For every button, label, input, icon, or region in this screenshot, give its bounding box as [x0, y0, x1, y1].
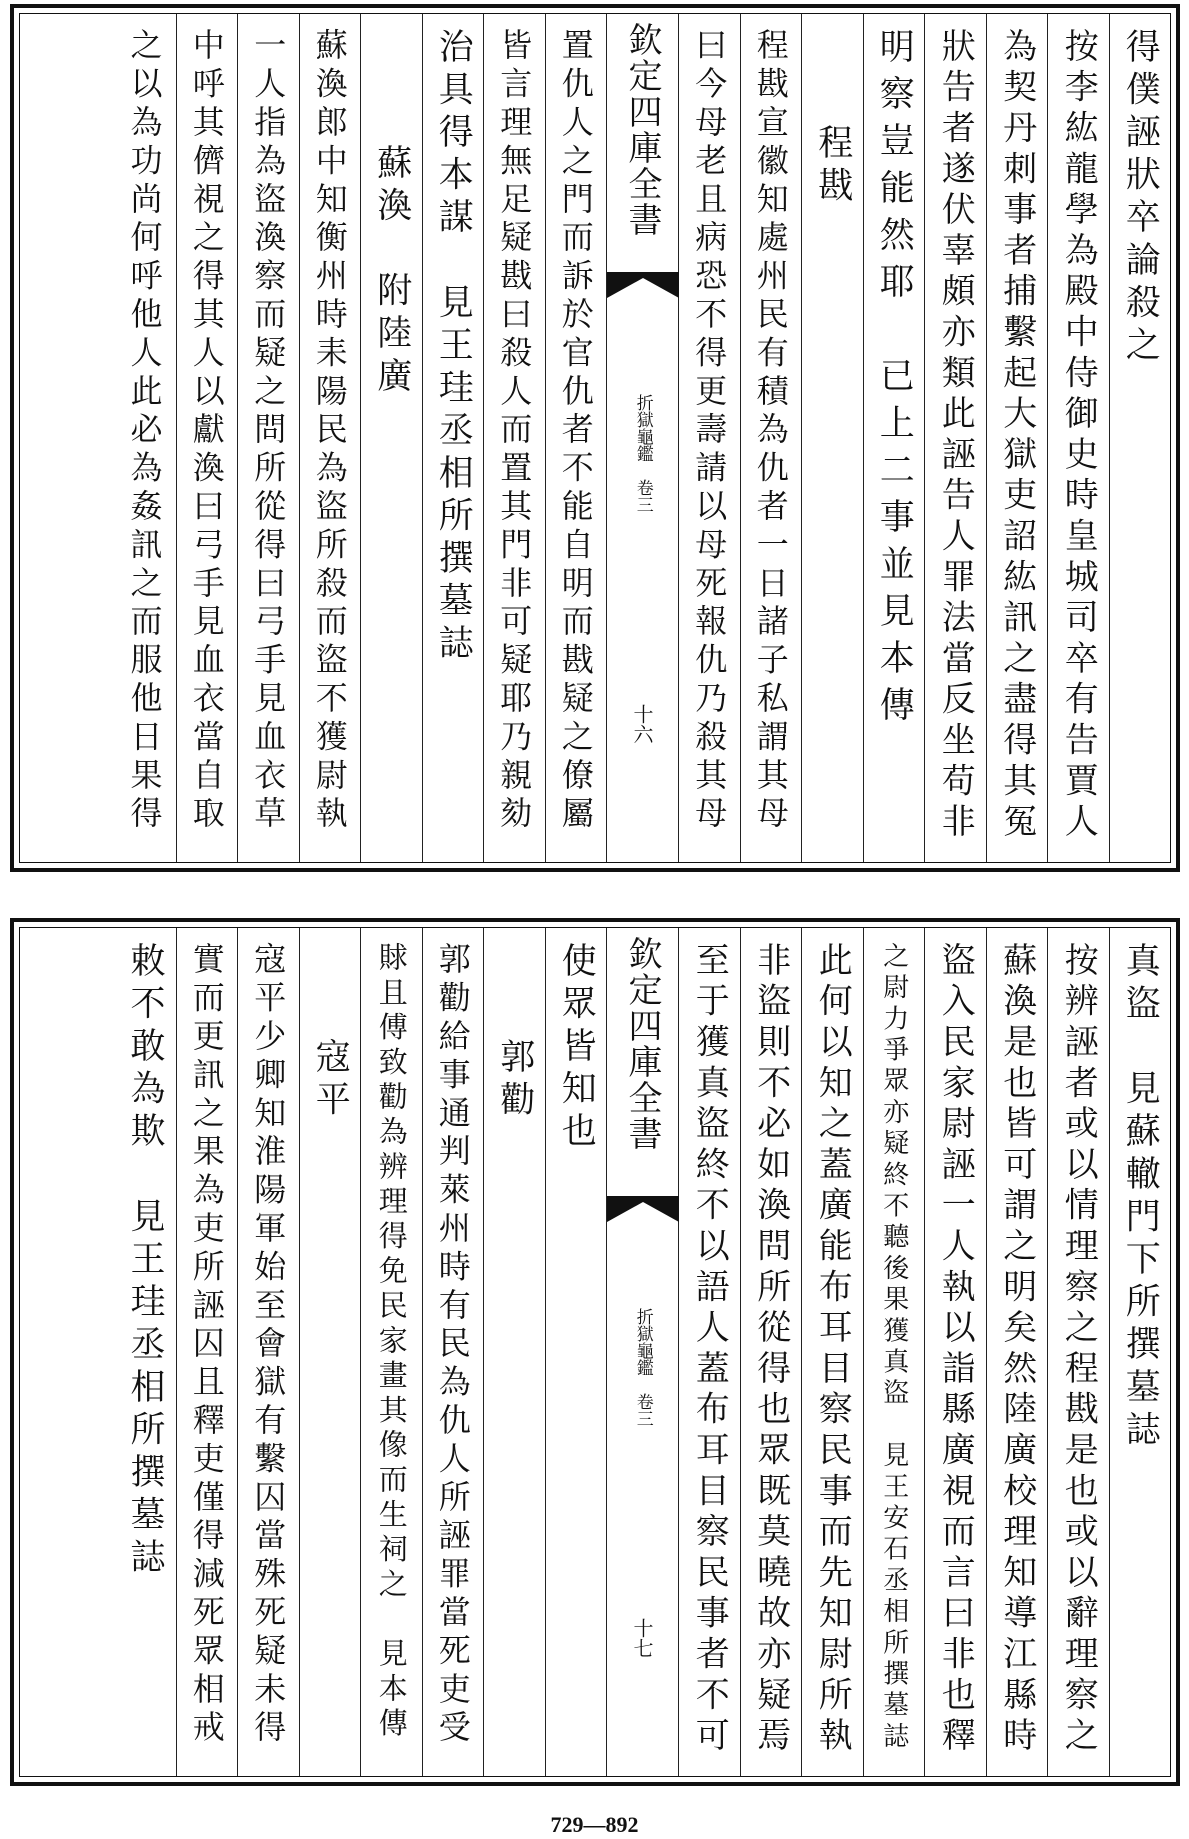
volume-label: 折獄龜鑑 卷三 [632, 1308, 653, 1427]
column [176, 928, 238, 1776]
column [422, 14, 484, 862]
column [483, 928, 545, 1776]
column [678, 928, 740, 1776]
top-page [10, 4, 1180, 872]
column-text: 盜入民家尉誣一人執以詣縣廣視而言曰非也釋 [935, 942, 976, 1758]
column [237, 14, 299, 862]
column [924, 928, 986, 1776]
column [545, 14, 607, 862]
section-heading: 寇平 [310, 1038, 351, 1124]
column-text: 之以為功尚何呼他人此必為姦訊之而服他日果得 [125, 28, 164, 835]
column-text: 曰今母老且病恐不得更壽請以母死報仇乃殺其母 [690, 28, 729, 835]
column-text: 蘇渙郎中知衡州時耒陽民為盜所殺而盜不獲尉執 [310, 28, 349, 835]
column [986, 928, 1048, 1776]
column-text: 至于獲真盜終不以語人蓋布耳目察民事者不可 [689, 942, 730, 1758]
column [740, 14, 802, 862]
column [863, 928, 925, 1776]
column-text: 得僕誣狀卒論殺之 [1120, 28, 1161, 369]
fishtail-ornament-icon [607, 272, 679, 300]
column [1109, 928, 1171, 1776]
top-page-frame [19, 13, 1171, 863]
section-heading: 程戡 [812, 124, 853, 210]
column-text: 敕不敢為欺 見王珪丞相所撰墓誌 [125, 942, 165, 1581]
center-fold [606, 928, 678, 1776]
column [360, 14, 422, 862]
page-reference: 729—892 [550, 1812, 639, 1837]
column [360, 928, 422, 1776]
book-title: 欽定四庫全書 [622, 936, 662, 1152]
page-number: 十七 [630, 1618, 654, 1658]
column-text: 按李紘龍學為殿中侍御史時皇城司卒有告賈人 [1058, 28, 1099, 844]
column-text: 使眾皆知也 [556, 942, 597, 1155]
column [299, 928, 361, 1776]
fishtail-ornament-icon [607, 1196, 679, 1224]
column-text: 程戡宣徽知處州民有積為仇者一日諸子私謂其母 [751, 28, 790, 835]
column [740, 928, 802, 1776]
center-fold [606, 14, 678, 862]
column-text: 按辨誣者或以情理察之程戡是也或以辭理察之 [1058, 942, 1099, 1758]
column-text: 治具得本謀 見王珪丞相所撰墓誌 [433, 28, 474, 667]
column [114, 928, 176, 1776]
section-heading: 郭勸 [494, 1038, 535, 1124]
column-text: 狀告者遂伏辜頗亦類此誣告人罪法當反坐苟非 [935, 28, 976, 844]
column-text: 蘇渙是也皆可謂之明矣然陸廣校理知導江縣時 [996, 942, 1037, 1758]
column-text: 非盜則不必如渙問所從得也眾既莫曉故亦疑焉 [750, 942, 791, 1758]
column [545, 928, 607, 1776]
column-text: 一人指為盜渙察而疑之問所從得曰弓手見血衣草 [249, 28, 288, 835]
column-text: 明察豈能然耶 已上二事並見本傳 [874, 28, 915, 733]
column-text: 此何以知之蓋廣能布耳目察民事而先知尉所執 [812, 942, 853, 1758]
column [483, 14, 545, 862]
column-text: 之尉力爭眾亦疑終不聽後果獲真盜 見王安石丞相所撰墓誌 [878, 942, 909, 1754]
column [299, 14, 361, 862]
column [1047, 14, 1109, 862]
column-text: 郭勸給事通判萊州時有民為仇人所誣罪當死吏受 [433, 942, 472, 1749]
column [678, 14, 740, 862]
column-text: 置仇人之門而訴於官仇者不能自明而戡疑之僚屬 [556, 28, 595, 835]
section-heading: 蘇渙 附陸廣 [371, 144, 412, 400]
column-text: 中呼其儕視之得其人以獻渙曰弓手見血衣當自取 [187, 28, 226, 835]
column-text: 賕且傅致勸為辨理得免民家畫其像而生祠之 見本傳 [374, 942, 409, 1743]
column [986, 14, 1048, 862]
column [176, 14, 238, 862]
column-text: 皆言理無足疑戡曰殺人而置其門非可疑耶乃親劾 [495, 28, 534, 835]
column [114, 14, 176, 862]
column [1109, 14, 1171, 862]
page-number: 十六 [630, 704, 654, 744]
column-text: 真盜 見蘇轍門下所撰墓誌 [1120, 942, 1161, 1454]
column [237, 928, 299, 1776]
column [801, 14, 863, 862]
column-text: 寇平少卿知淮陽軍始至會獄有繫囚當殊死疑未得 [249, 942, 288, 1749]
column [801, 928, 863, 1776]
column [924, 14, 986, 862]
column-text: 為契丹刺事者捕繫起大獄吏詔紘訊之盡得其冤 [996, 28, 1037, 844]
column [863, 14, 925, 862]
book-title: 欽定四庫全書 [622, 22, 662, 238]
bottom-page-frame [19, 927, 1171, 1777]
column [422, 928, 484, 1776]
column-text: 實而更訊之果為吏所誣囚且釋吏僅得減死眾相戒 [187, 942, 226, 1749]
bottom-page [10, 918, 1180, 1786]
column [1047, 928, 1109, 1776]
volume-label: 折獄龜鑑 卷三 [632, 394, 653, 513]
